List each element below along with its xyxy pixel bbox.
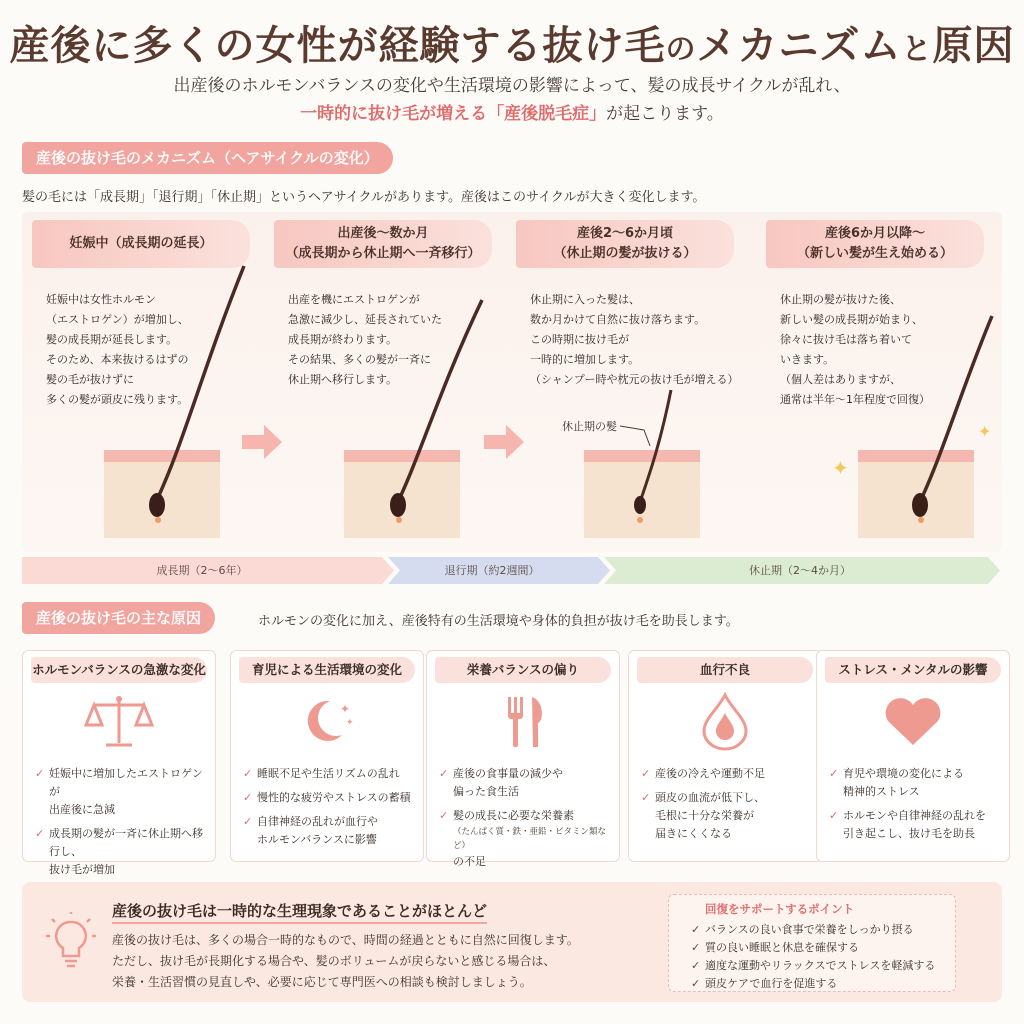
- cause-point: ✓ 頭皮の血流が低下し、 毛根に十分な栄養が 届きにくくなる: [641, 789, 813, 843]
- stage-regrowth: [766, 220, 1002, 546]
- support-item: ✓ バランスの良い食事で栄養をしっかり摂る: [691, 921, 935, 939]
- page-subtitle: 出産後のホルモンバランスの変化や生活環境の影響によって、髪の成長サイクルが乱れ、 一時的に抜け毛が増える「産後脱毛症」が起こります。: [173, 76, 851, 124]
- heart-icon: [817, 691, 1009, 761]
- sparkle-icon: ✦: [978, 422, 992, 441]
- telogen-hair-label: 休止期の髪: [562, 420, 617, 433]
- cause-heading: 血行不良: [637, 657, 813, 683]
- cause-point: ✓ 成長期の髪が一斉に休止期へ移行し、 抜け毛が増加: [35, 825, 207, 879]
- drop-icon: [629, 691, 821, 761]
- cause-card-circulation: [628, 650, 822, 862]
- scale-icon: [23, 691, 215, 761]
- cause-card-stress: [816, 650, 1010, 862]
- stage-pregnancy: [32, 220, 268, 546]
- cause-point: ✓ ホルモンや自律神経の乱れを 引き起こし、抜け毛を助長: [829, 807, 1001, 843]
- stage-heading: 産後2〜6か月頃 （休止期の髪が抜ける）: [516, 220, 734, 268]
- causes-section-tag: 産後の抜け毛の主な原因: [22, 602, 215, 634]
- cause-heading: ホルモンバランスの急激な変化: [31, 657, 207, 683]
- fork-knife-icon: [427, 691, 619, 761]
- stage-heading: 出産後〜数か月 （成長期から休止期へ一斉移行）: [274, 220, 492, 268]
- moon-icon: [231, 691, 423, 761]
- cause-point: ✓ 自律神経の乱れが血行や ホルモンバランスに影響: [243, 813, 415, 849]
- causes-description: ホルモンの変化に加え、産後特有の生活環境や身体的負担が抜け毛を助長します。: [258, 614, 739, 629]
- stage-heading: 妊娠中（成長期の延長）: [32, 220, 250, 268]
- cause-card-lifestyle: [230, 650, 424, 862]
- cause-point: ✓ 慢性的な疲労やストレスの蓄積: [243, 789, 415, 807]
- phase-telogen-label: 休止期（2〜4か月）: [749, 564, 851, 577]
- phase-catagen-label: 退行期（約2週間）: [444, 564, 540, 577]
- stage-text: 出産を機にエストロゲンが 急激に減少し、延長されていた 成長期が終わります。 その結果、多くの髪が一斉に 休止期へ移行します。: [288, 293, 442, 386]
- lightbulb-icon: [46, 912, 96, 972]
- stage-text: 休止期に入った髪は、 数か月かけて自然に抜け落ちます。 この時期に抜け毛が 一時的に増加します。 （シャンプー時や枕元の抜け毛が増える）: [530, 293, 739, 386]
- sparkle-icon: ✦: [832, 456, 849, 480]
- cause-point: ✓ 睡眠不足や生活リズムの乱れ: [243, 765, 415, 783]
- hair-follicle-illustration: [516, 220, 752, 546]
- stage-after-birth: [274, 220, 510, 546]
- mechanism-section-tag: 産後の抜け毛のメカニズム（ヘアサイクルの変化）: [22, 142, 393, 174]
- hair-follicle-illustration: [766, 220, 1002, 546]
- support-item: ✓ 適度な運動やリラックスでストレスを軽減する: [691, 957, 935, 975]
- mechanism-description: 髪の毛には「成長期」「退行期」「休止期」というヘアサイクルがあります。産後はこのサイクルが大きく変化します。: [22, 190, 706, 205]
- cause-point: ✓ 産後の食事量の減少や 偏った食生活: [439, 765, 611, 801]
- cause-heading: 栄養バランスの偏り: [435, 657, 611, 683]
- cause-point: ✓ 髪の成長に必要な栄養素 （たんぱく質・鉄・亜鉛・ビタミン類など） の不足: [439, 807, 611, 871]
- cause-heading: 育児による生活環境の変化: [239, 657, 415, 683]
- cause-card-nutrition: [426, 650, 620, 868]
- cause-point: ✓ 産後の冷えや運動不足: [641, 765, 813, 783]
- page-title: 産後に多くの女性が経験する抜け毛のメカニズムと原因: [9, 22, 1015, 69]
- summary-panel: [22, 882, 1002, 1002]
- hair-cycle-stages: [22, 212, 1002, 552]
- stage-heading: 産後6か月以降〜 （新しい髪が生え始める）: [766, 220, 984, 268]
- cause-point: ✓ 妊娠中に増加したエストロゲンが 出産後に急減: [35, 765, 207, 819]
- cause-point: ✓ 育児や環境の変化による 精神的ストレス: [829, 765, 1001, 801]
- cause-card-hormone: [22, 650, 216, 876]
- support-item: ✓ 頭皮ケアで血行を促進する: [691, 975, 935, 993]
- svg-text:✦: ✦: [340, 702, 351, 716]
- stage-text: 妊娠中は女性ホルモン （エストロゲン）が増加し、 髪の成長期が延長します。 そのため、本来抜けるはずの 髪の毛が抜けずに 多くの髪が頭皮に残ります。: [46, 293, 189, 406]
- nutrient-note: （たんぱく質・鉄・亜鉛・ビタミン類など）: [453, 827, 607, 851]
- arrow-right-icon: [484, 425, 524, 459]
- stage-text: 休止期の髪が抜けた後、 新しい髪の成長期が始まり、 徐々に抜け毛は落ち着いて いきます。 （個人差はありますが、 通常は半年〜1年程度で回復）: [780, 293, 930, 406]
- cause-heading: ストレス・メンタルの影響: [825, 657, 1001, 683]
- summary-text: 産後の抜け毛は、多くの場合一時的なもので、時間の経過とともに自然に回復します。 ただし、抜け毛が長期化する場合や、髪のボリュームが戻らないと感じる場合は、 栄養・生活習慣の見直しや、必要に応じて専門医への相談も検討しましょう。: [112, 933, 579, 989]
- support-item: ✓ 質の良い睡眠と休息を確保する: [691, 939, 935, 957]
- hair-follicle-illustration: [274, 220, 510, 546]
- summary-title: 産後の抜け毛は一時的な生理現象であることがほとんど: [112, 900, 487, 924]
- stage-shedding: [516, 220, 752, 546]
- hair-follicle-illustration: [32, 220, 268, 546]
- phase-anagen-label: 成長期（2〜6年）: [156, 564, 248, 577]
- svg-text:✦: ✦: [346, 718, 354, 728]
- support-title: 回復をサポートするポイント: [705, 902, 855, 916]
- arrow-right-icon: [242, 425, 282, 459]
- recovery-support-box: [668, 894, 956, 992]
